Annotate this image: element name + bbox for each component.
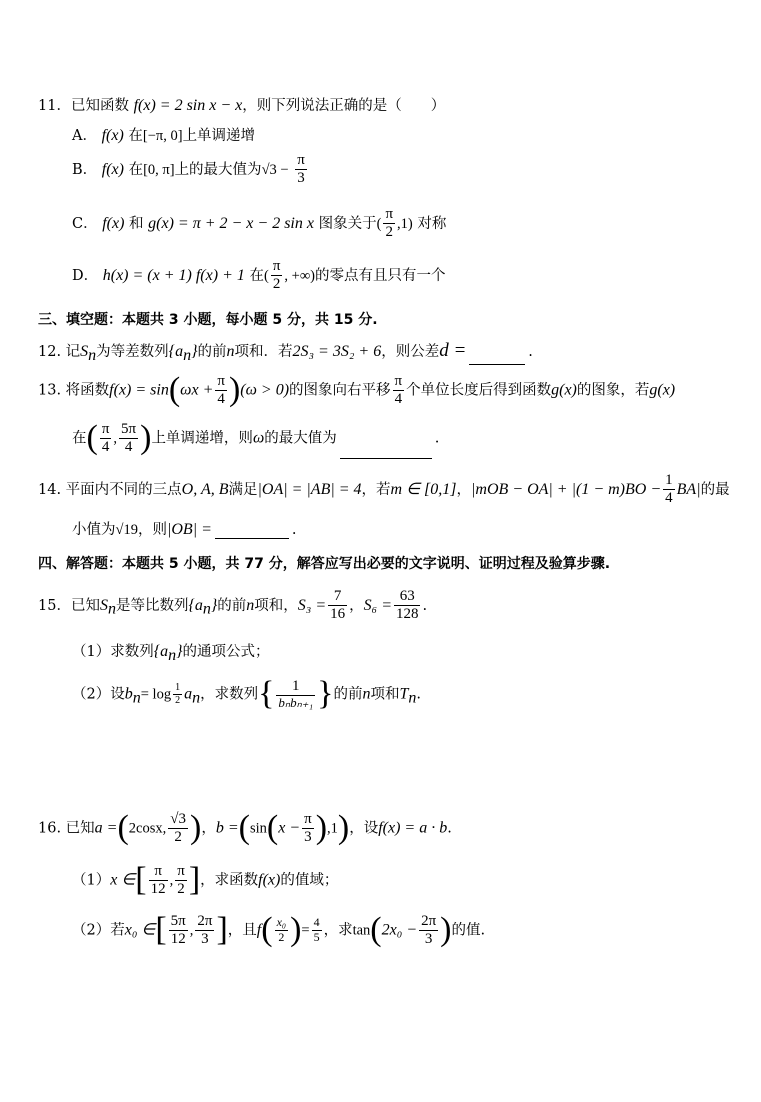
q13-line-1: 13. 将函数f(x) = sin(ωx + $\frac{\pi}{4}$ )(ω > 0)的图象向右平移 $\frac{\pi}{4}$ 个单位长度后得到函数g(x)的图象，若g(x): [38, 371, 676, 408]
q11-option-a: A． f(x) 在[−π, 0]上单调递增: [72, 127, 256, 144]
section-4-heading: 四、解答题：本题共 5 小题，共 77 分，解答应写出必要的文字说明、证明过程及验算步骤.: [38, 556, 611, 572]
q11-stem: 11．已知函数 f(x) = 2 sin x − x，则下列说法正确的是（ ）: [38, 97, 446, 114]
answer-blank[interactable]: [340, 458, 432, 459]
fraction: $\frac{7}{16}$: [330, 588, 346, 623]
q14-line-1: 14. 平面内不同的三点O, A, B满足|OA| = |AB| = 4，若m ∈ [0,1]，|mOB − OA| + |(1 − m)BO − $\frac{1}{4}$ BA|的最: [38, 472, 730, 507]
q11-number: 11．: [38, 98, 71, 114]
fraction: $\frac{1}{\text{bₙbₙ₊₁}}$: [278, 677, 314, 711]
answer-blank[interactable]: [469, 364, 525, 365]
fraction: $\frac{\pi}{2}$: [385, 206, 394, 241]
q14-line-2: 小值为√19，则|OB| = .: [72, 521, 297, 538]
fraction: $\frac{\pi}{3}$: [304, 810, 312, 845]
fraction: $\frac{\text{x₀}}{2}$: [276, 915, 287, 944]
q15-stem: 15．已知$S_n$是等比数列$\{a_n\}$的前n项和，S₃ = $\frac{7}{16}$ ，S₆ = $\frac{63}{128}$ .: [38, 588, 428, 623]
q16-part-1: （1）x ∈[ $\frac{\pi}{12}$ , $\frac{\pi}{2}$ ]，求函数f(x)的值域；: [72, 861, 339, 898]
q16-part-2: （2）若x₀ ∈[ $\frac{5\pi}{12}$ , $\frac{2\pi}{3}$ ]，且f( $\frac{\text{x₀}}{2}$ )= $\frac{4}{5}$ ，求tan(2x₀ − $\frac{2\pi}{3}$ )的值.: [72, 911, 486, 948]
fraction: $\frac{5\pi}{4}$: [121, 420, 137, 455]
q12-line: 12. 记$S_n$为等差数列$\{a_n\}$的前n项和．若2S₃ = 3S₂ + 6，则公差d = .: [38, 340, 533, 364]
fraction: $\frac{2\pi}{3}$: [197, 912, 213, 947]
section-3-heading: 三、填空题：本题共 3 小题，每小题 5 分，共 15 分.: [38, 312, 378, 328]
answer-blank[interactable]: [215, 538, 289, 539]
fraction: $\frac{4}{5}$: [313, 915, 320, 944]
fraction: $\frac{\pi}{4}$: [394, 372, 403, 407]
fraction: $\frac{5\pi}{12}$: [170, 912, 186, 947]
fraction: $\frac{63}{128}$: [395, 588, 419, 623]
q15-part-2: （2）设$b_n= \log$ $\frac{1}{2}$ $a_n$，求数列{ $\frac{1}{\text{bₙbₙ₊₁}}$ }的前n项和$T_n$.: [72, 675, 421, 712]
fraction: $\frac{2\pi}{3}$: [421, 912, 437, 947]
fraction: $\frac{1}{2}$: [175, 682, 181, 706]
fraction: $\frac{\pi}{12}$: [150, 862, 166, 897]
q11-function: f(x) = 2 sin x − x: [133, 97, 243, 114]
q11-option-c: C． f(x) 和 g(x) = π + 2 − x − 2 sin x 图象关于( $\frac{\pi}{2}$ ,1) 对称: [72, 206, 447, 241]
fraction: $\frac{\pi}{2}$: [272, 258, 281, 293]
q15-part-1: （1）求数列$\{a_n\}$的通项公式；: [72, 643, 270, 664]
q11-option-b: B． f(x) 在[0, π]上的最大值为√3 − $\frac{\pi}{3}$: [72, 152, 305, 187]
q11-option-d: D． h(x) = (x + 1) f(x) + 1 在( $\frac{\pi}{2}$ , +∞)的零点有且只有一个: [72, 258, 446, 293]
fraction: $\frac{\pi}{4}$: [217, 372, 225, 407]
fraction: $\frac{√3}{2}$: [170, 810, 186, 845]
q13-line-2: 在( $\frac{\pi}{4}$ , $\frac{5\pi}{4}$ )上单调递增，则ω的最大值为 .: [72, 418, 439, 459]
q16-stem: 16. 已知a =(2cosx, $\frac{√3}{2}$ )，b =(sin(x − $\frac{\pi}{3}$ ),1)，设f(x) = a · b.: [38, 809, 452, 846]
fraction: $\frac{\pi}{4}$: [101, 420, 110, 455]
fraction: $\frac{\pi}{2}$: [177, 862, 185, 897]
fraction: $\frac{\pi}{3}$: [297, 152, 305, 187]
fraction: $\frac{1}{4}$: [665, 472, 673, 507]
